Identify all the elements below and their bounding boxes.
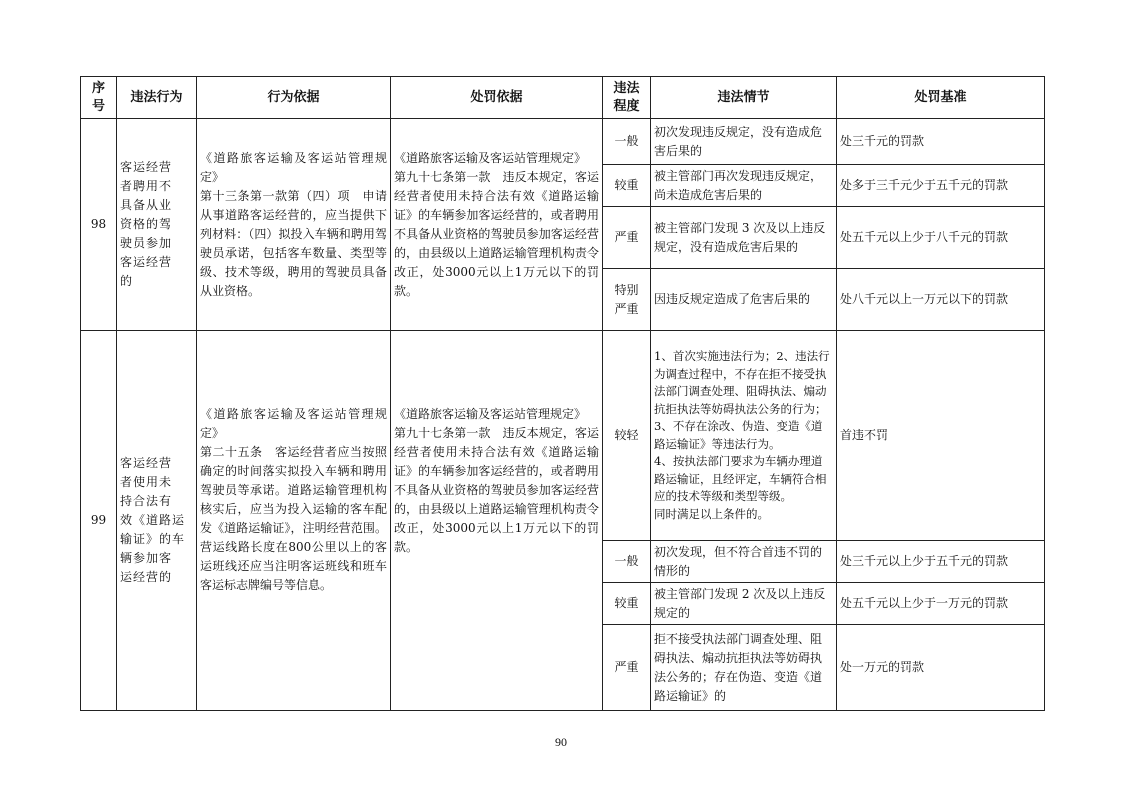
level-degree: 较重 <box>603 583 651 625</box>
level-degree: 一般 <box>603 541 651 583</box>
level-standard: 处三千元的罚款 <box>837 119 1045 165</box>
level-standard: 处三千元以上少于五千元的罚款 <box>837 541 1045 583</box>
level-circumstance: 拒不接受执法部门调查处理、阻碍执法、煽动抗拒执法等妨碍执法公务的；存在伪造、变造《道路运输证》的 <box>651 625 837 711</box>
level-degree: 较重 <box>603 165 651 207</box>
row-behavior: 客运经营 者使用未 持合法有 效《道路运 输证》的车 辆参加客 运经营的 <box>117 331 197 711</box>
row-behavior-basis: 《道路旅客运输及客运站管理规定》 第十三条第一款第（四）项 申请从事道路客运经营的，应当提供下列材料：（四）拟投入车辆和聘用驾驶员承诺，包括客车数量、类型等级、技术等级，聘用的驾驶员具备从业资格。 <box>197 119 391 331</box>
level-standard: 处多于三千元少于五千元的罚款 <box>837 165 1045 207</box>
table-row <box>81 331 1045 541</box>
header-seq: 序 号 <box>81 77 117 119</box>
level-degree: 特别 严重 <box>603 269 651 331</box>
level-degree: 一般 <box>603 119 651 165</box>
row-seq: 99 <box>81 331 117 711</box>
level-circumstance: 被主管部门再次发现违反规定，尚未造成危害后果的 <box>651 165 837 207</box>
level-degree: 严重 <box>603 207 651 269</box>
header-circumstance: 违法情节 <box>651 77 837 119</box>
level-circumstance: 1、首次实施违法行为；2、违法行为调查过程中，不存在拒不接受执法部门调查处理、阻碍执法、煽动抗拒执法等妨碍执法公务的行为； 3、不存在涂改、伪造、变造《道路运输证》等违法行为。 4、按执法部门要求为车辆办理道路运输证，且经评定，车辆符合相应的技术等级和类型等级。 同时满足以上条件的。 <box>651 331 837 541</box>
level-degree: 较轻 <box>603 331 651 541</box>
header-behavior-basis: 行为依据 <box>197 77 391 119</box>
row-behavior: 客运经营 者聘用不 具备从业 资格的驾 驶员参加 客运经营 的 <box>117 119 197 331</box>
level-standard: 处五千元以上少于八千元的罚款 <box>837 207 1045 269</box>
page-number: 90 <box>555 735 567 749</box>
level-circumstance: 初次发现，但不符合首违不罚的情形的 <box>651 541 837 583</box>
level-degree: 严重 <box>603 625 651 711</box>
header-penalty-basis: 处罚依据 <box>391 77 603 119</box>
table-row <box>81 119 1045 165</box>
level-circumstance: 因违反规定造成了危害后果的 <box>651 269 837 331</box>
row-penalty-basis: 《道路旅客运输及客运站管理规定》 第九十七条第一款 违反本规定，客运经营者使用未持合法有效《道路运输证》的车辆参加客运经营的，或者聘用不具备从业资格的驾驶员参加客运经营的，由县级以上道路运输管理机构责令改正，处3000元以上1万元以下的罚款。 <box>391 331 603 711</box>
level-circumstance: 初次发现违反规定，没有造成危害后果的 <box>651 119 837 165</box>
header-standard: 处罚基准 <box>837 77 1045 119</box>
level-standard: 首违不罚 <box>837 331 1045 541</box>
level-standard: 处一万元的罚款 <box>837 625 1045 711</box>
penalty-table <box>80 76 1045 711</box>
level-circumstance: 被主管部门发现 3 次及以上违反规定，没有造成危害后果的 <box>651 207 837 269</box>
row-penalty-basis: 《道路旅客运输及客运站管理规定》 第九十七条第一款 违反本规定，客运经营者使用未持合法有效《道路运输证》的车辆参加客运经营的，或者聘用不具备从业资格的驾驶员参加客运经营的，由县级以上道路运输管理机构责令改正，处3000元以上1万元以下的罚款。 <box>391 119 603 331</box>
header-degree: 违法 程度 <box>603 77 651 119</box>
row-seq: 98 <box>81 119 117 331</box>
table-header-row <box>81 77 1045 119</box>
level-standard: 处五千元以上少于一万元的罚款 <box>837 583 1045 625</box>
header-behavior: 违法行为 <box>117 77 197 119</box>
row-behavior-basis: 《道路旅客运输及客运站管理规定》 第二十五条 客运经营者应当按照确定的时间落实拟投入车辆和聘用驾驶员等承诺。道路运输管理机构核实后，应当为投入运输的客车配发《道路运输证》，注明经营范围。营运线路长度在800公里以上的客运班线还应当注明客运班线和班车客运标志牌编号等信息。 <box>197 331 391 711</box>
level-standard: 处八千元以上一万元以下的罚款 <box>837 269 1045 331</box>
level-circumstance: 被主管部门发现 2 次及以上违反规定的 <box>651 583 837 625</box>
